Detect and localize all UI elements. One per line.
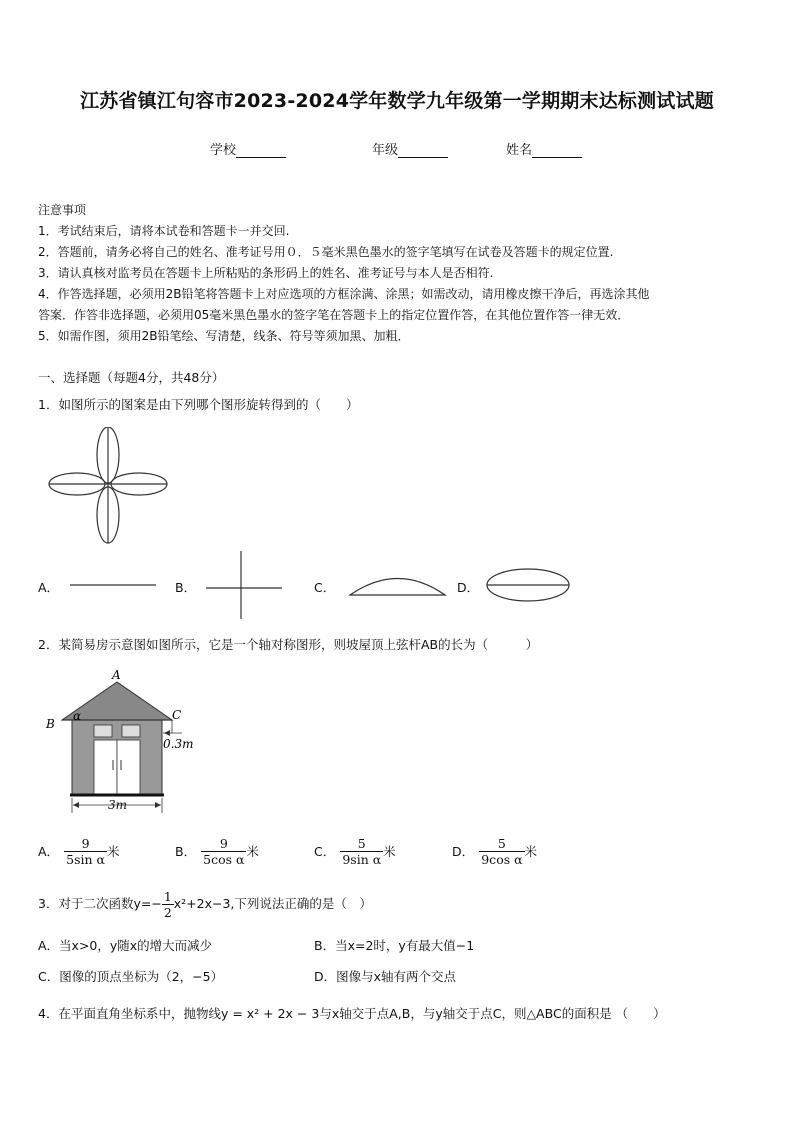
notice-item: 4．作答选择题，必须用2B铅笔将答题卡上对应选项的方框涂满、涂黑；如需改动，请用橡皮擦干净后，再选涂其他: [38, 287, 650, 301]
q3-option-d: D．图像与x轴有两个交点: [314, 969, 457, 984]
question-4-stem: 4．在平面直角坐标系中，抛物线y = x² + 2x − 3与x轴交于点A,B，与y轴交于点C，则△ABC的面积是 （ ）: [38, 1006, 666, 1021]
name-blank: [532, 144, 582, 158]
question-1-stem: 1．如图所示的图案是由下列哪个图形旋转得到的（ ）: [38, 397, 359, 412]
fraction-numerator: 9: [219, 836, 228, 851]
unit: 米: [524, 844, 538, 859]
q3-fraction: [162, 889, 174, 920]
fraction-numerator: 5: [357, 836, 366, 851]
fraction-numerator: 1: [163, 889, 172, 904]
q1-option-c-figure: [348, 570, 448, 598]
label-a: A: [112, 668, 121, 682]
label-height: 0.3m: [163, 737, 194, 751]
notice-item: 2．答题前，请务必将自己的姓名、准考证号用０．５毫米黑色墨水的签字笔填写在试卷及答题卡的规定位置.: [38, 245, 614, 259]
q1-figure-flower: [46, 427, 171, 545]
fraction-denominator: 2: [163, 905, 172, 920]
q2-option-b-fraction: [201, 836, 246, 867]
fraction-numerator: 9: [81, 836, 90, 851]
school-field: [210, 139, 286, 158]
grade-label: 年级: [372, 143, 399, 158]
q2-option-a: [38, 836, 120, 867]
notice-item: 1．考试结束后，请将本试卷和答题卡一并交回.: [38, 224, 290, 238]
notice-heading: 注意事项: [38, 203, 87, 217]
notice-item: 3．请认真核对监考员在答题卡上所粘贴的条形码上的姓名、准考证号与本人是否相符.: [38, 266, 494, 280]
label-b: B: [46, 717, 55, 731]
notice-block: [38, 200, 650, 347]
q1-option-b-figure: [206, 551, 284, 621]
page-title: 江苏省镇江句容市2023-2024学年数学九年级第一学期期末达标测试试题: [80, 90, 714, 112]
name-field: [506, 139, 582, 158]
unit: 米: [246, 844, 259, 859]
q2-option-b: [175, 836, 259, 867]
label-width: 3m: [108, 798, 128, 812]
q1-option-c-label: C．: [314, 580, 336, 595]
grade-blank: [398, 144, 448, 158]
question-2-stem: 2．某简易房示意图如图所示，它是一个轴对称图形，则坡屋顶上弦杆AB的长为（ ）: [38, 637, 539, 652]
notice-item: 答案．作答非选择题，必须用05毫米黑色墨水的签字笔在答题卡上的指定位置作答，在其他位置作答一律无效．: [38, 308, 630, 322]
notice-item: 5．如需作图，须用2B铅笔绘、写清楚，线条、符号等须加黑、加粗．: [38, 329, 410, 343]
q2-figure-house: [42, 665, 202, 815]
q3-option-a: A．当x>0，y随x的增大而减少: [38, 938, 213, 953]
q3-prefix: 3．对于二次函数y=−: [38, 896, 162, 911]
q2-option-b-label: B．: [175, 844, 197, 859]
q2-option-c-fraction: [340, 836, 383, 867]
q3-option-c: C．图像的顶点坐标为（2，−5）: [38, 969, 224, 984]
fraction-denominator: 5sin α: [66, 852, 105, 867]
q3-suffix: x²+2x−3,下列说法正确的是（ ）: [173, 896, 372, 911]
section-heading: 一、选择题（每题4分，共48分）: [38, 370, 225, 385]
door-left: [94, 740, 117, 795]
q2-option-c-label: C．: [314, 844, 336, 859]
q3-option-b: B．当x=2时，y有最大值−1: [314, 938, 475, 953]
fraction-denominator: 9cos α: [481, 852, 523, 867]
q2-option-d-label: D．: [452, 844, 475, 859]
school-label: 学校: [210, 143, 237, 158]
fraction-denominator: 9sin α: [342, 852, 382, 867]
window-right: [122, 725, 140, 737]
unit: 米: [383, 844, 396, 859]
q1-option-b-label: B．: [175, 580, 197, 595]
grade-field: [372, 139, 448, 158]
q1-option-d-label: D．: [457, 580, 480, 595]
label-alpha: α: [73, 709, 82, 723]
q1-option-a-figure: [70, 580, 158, 590]
q2-option-a-label: A．: [38, 844, 60, 859]
school-blank: [236, 144, 286, 158]
fraction-numerator: 5: [497, 836, 506, 851]
q2-option-a-fraction: [64, 836, 107, 867]
q2-option-d: [452, 836, 537, 867]
q1-option-a-label: A．: [38, 580, 60, 595]
unit: 米: [107, 844, 120, 859]
q2-option-d-fraction: [479, 836, 524, 867]
question-3-stem: [38, 889, 372, 920]
fraction-denominator: 5cos α: [203, 852, 245, 867]
window-left: [94, 725, 112, 737]
name-label: 姓名: [506, 143, 533, 158]
q1-option-d-figure: [484, 567, 572, 603]
label-c: C: [172, 708, 182, 722]
q2-option-c: [314, 836, 396, 867]
door-right: [117, 740, 140, 795]
